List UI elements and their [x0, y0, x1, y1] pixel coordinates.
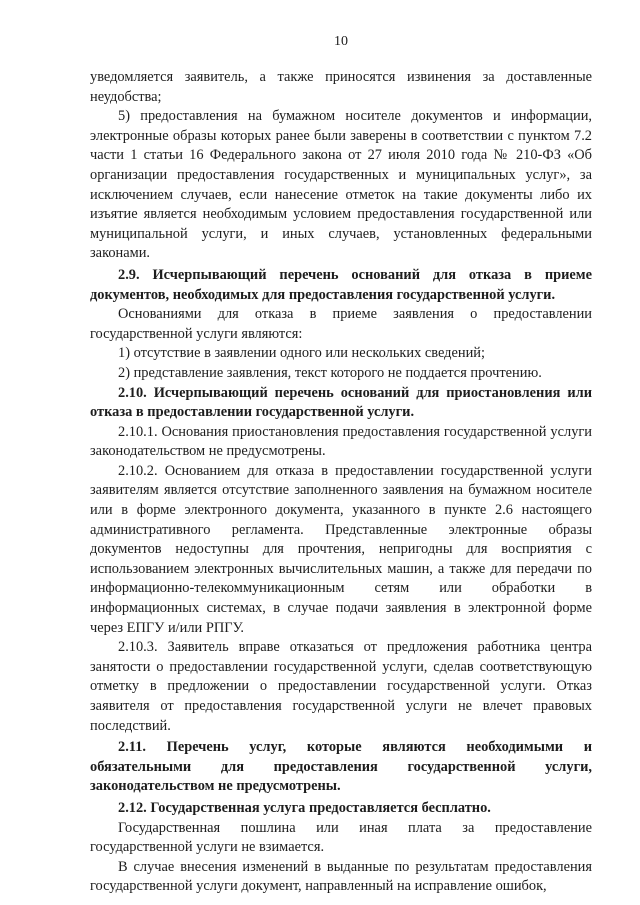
paragraph-2-10-2: 2.10.2. Основанием для отказа в предоставлении государственной услуги заявителям является отсутствие заполненного заявления на бумажном носителе или в форме электронного документа, указанного в пункте 2.6 настоящего административного регламента. Представленные электронные образы документов недоступны для прочтения, непригодны для восприятия с использованием электронных вычислительных машин, а также для передачи по информационно-телекоммуникационным сетям или обработки в информационных системах, в случае подачи заявления в электронной форме через ЕПГУ и/или РПГУ. [90, 462, 592, 636]
paragraph-2-12-fee: Государственная пошлина или иная плата за предоставление государственной услуги не взимается. [90, 819, 592, 856]
paragraph-continuation: уведомляется заявитель, а также приносятся извинения за доставленные неудобства; [90, 69, 592, 105]
paragraph-2-9-item-1: 1) отсутствие в заявлении одного или нескольких сведений; [118, 345, 485, 362]
section-heading-2-9: 2.9. Исчерпывающий перечень оснований для отказа в приеме документов, необходимых для предоставления государственной услуги. [90, 266, 592, 303]
paragraph-2-9-intro: Основаниями для отказа в приеме заявления о предоставлении государственной услуги являются: [90, 306, 592, 342]
section-heading-2-12: 2.12. Государственная услуга предоставляется бесплатно. [118, 799, 491, 816]
paragraph-2-10-1: 2.10.1. Основания приостановления предоставления государственной услуги законодательством не предусмотрены. [90, 423, 592, 460]
page-number: 10 [334, 34, 348, 49]
paragraph-2-9-item-2: 2) представление заявления, текст которого не поддается прочтению. [118, 364, 542, 381]
paragraph-2-10-3: 2.10.3. Заявитель вправе отказаться от предложения работника центра занятости о предоставлении государственной услуги, сделав соответствующую отметку в предложении о предоставлении государственной услуги. Отказ заявителя от предоставления государственной услуги не влечет правовых последствий. [90, 639, 592, 734]
paragraph-item-5: 5) предоставления на бумажном носителе документов и информации, электронные образы которых ранее были заверены в соответствии с пунктом 7.2 части 1 статьи 16 Федерального закона от 27 июля 2010 года № 210-ФЗ «Об организации предоставления государственных и муниципальных услуг», за исключением случаев, если нанесение отметок на такие документы либо их изъятие является необходимым условием предоставления государственной или муниципальной услуги, и иных случаев, установленных федеральными законами. [90, 108, 592, 262]
section-heading-2-11: 2.11. Перечень услуг, которые являются необходимыми и обязательными для предоставления государственной услуги, законодательством не предусмотрены. [90, 739, 592, 795]
section-heading-2-10: 2.10. Исчерпывающий перечень оснований для приостановления или отказа в предоставлении государственной услуги. [90, 384, 592, 421]
paragraph-2-12-changes: В случае внесения изменений в выданные по результатам предоставления государственной услуги документ, направленный на исправление ошибок, [90, 858, 592, 895]
